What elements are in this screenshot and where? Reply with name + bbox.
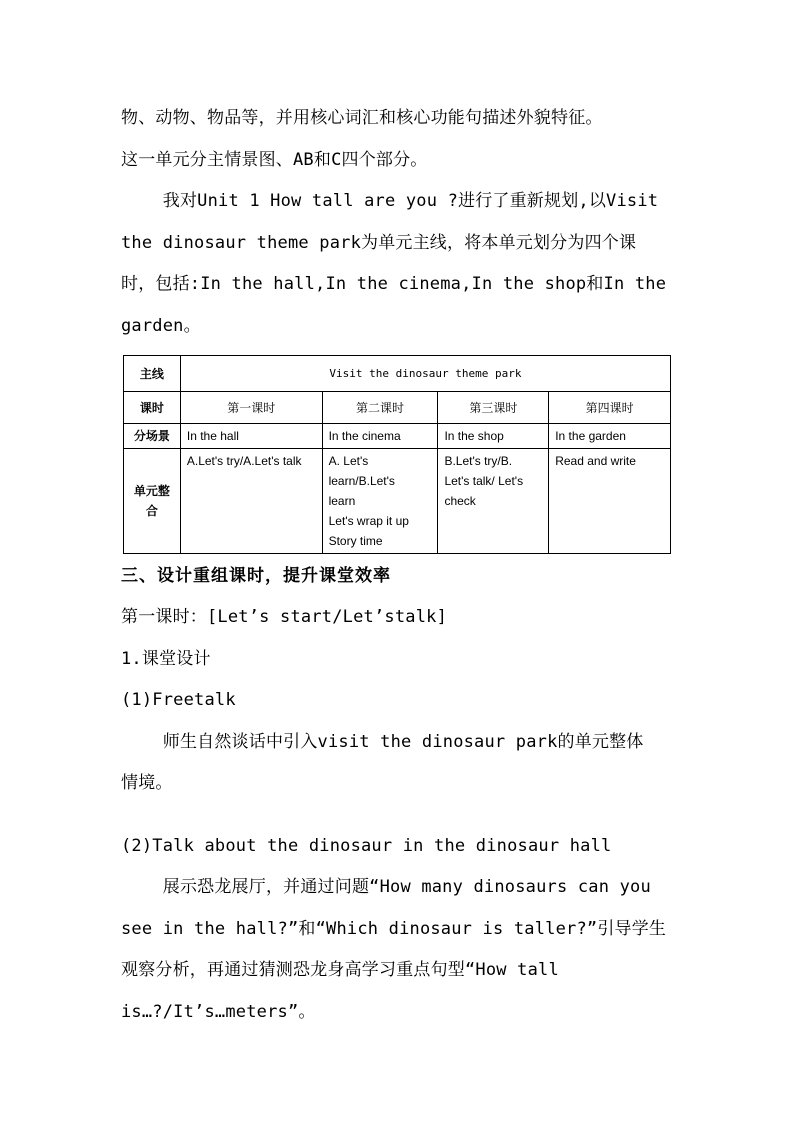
table-cell-lesson-label: 课时 [124, 392, 181, 424]
sub-item: (2)Talk about the dinosaur in the dinosaur hall [121, 836, 612, 856]
table-cell: In the shop [438, 424, 549, 449]
paragraph-line: the dinosaur theme park为单元主线，将本单元划分为四个课 [121, 233, 637, 253]
paragraph-line: 展示恐龙展厅，并通过问题“How many dinosaurs can you [121, 877, 651, 897]
table-cell-mainline-label: 主线 [124, 356, 181, 392]
paragraph-line: 观察分析，再通过猜测恐龙身高学习重点句型“How tall [121, 960, 559, 980]
cell-line: check [444, 494, 476, 508]
table-cell: In the garden [549, 424, 671, 449]
table-cell: 第三课时 [438, 392, 549, 424]
paragraph-line: 师生自然谈话中引入visit the dinosaur park的单元整体 [121, 732, 644, 752]
table-cell: In the cinema [322, 424, 438, 449]
cell-line: Story time [328, 534, 383, 548]
table-row [124, 392, 671, 424]
lesson-title: 第一课时：[Let’s start/Let’stalk] [121, 607, 448, 627]
sub-item: (1)Freetalk [121, 690, 236, 710]
table-cell: In the hall [180, 424, 322, 449]
cell-line: B.Let's try/B. [444, 454, 513, 468]
paragraph-line: 物、动物、物品等，并用核心词汇和核心功能句描述外貌特征。 [121, 108, 603, 128]
table-cell-mainline-value: Visit the dinosaur theme park [180, 356, 670, 392]
lesson-plan-table [123, 355, 671, 554]
table-cell: 第四课时 [549, 392, 671, 424]
paragraph-line: 时，包括:In the hall,In the cinema,In the shop和In the [121, 274, 667, 294]
table-cell: 第一课时 [180, 392, 322, 424]
list-item: 1.课堂设计 [121, 649, 211, 669]
paragraph-line: is…?/It’s…meters”。 [121, 1002, 316, 1022]
paragraph-line: 我对Unit 1 How tall are you ?进行了重新规划,以Visit [121, 191, 659, 211]
table-cell-integration-label [124, 449, 181, 554]
table-row [124, 356, 671, 392]
cell-line: learn [328, 494, 356, 508]
table-cell: 第二课时 [322, 392, 438, 424]
table-cell: Read and write [549, 449, 671, 554]
label-line: 合 [145, 504, 158, 518]
table-cell: A.Let's try/A.Let's talk [180, 449, 322, 554]
paragraph-line: garden。 [121, 316, 201, 336]
label-line: 单元整 [133, 484, 170, 498]
table-cell [438, 449, 549, 554]
paragraph-line: 情境。 [121, 773, 173, 793]
table-row [124, 424, 671, 449]
paragraph-line: see in the hall?”和“Which dinosaur is taller?”引导学生 [121, 919, 667, 939]
paragraph-line: 这一单元分主情景图、AB和C四个部分。 [121, 150, 428, 170]
section-heading: 三、设计重组课时，提升课堂效率 [121, 566, 391, 586]
cell-line: learn/B.Let's [328, 474, 395, 488]
table-cell-scene-label: 分场景 [124, 424, 181, 449]
table-cell [322, 449, 438, 554]
cell-line: A. Let's [328, 454, 369, 468]
cell-line: Let's wrap it up [328, 514, 409, 528]
cell-line: Let's talk/ Let's [444, 474, 524, 488]
table-row [124, 449, 671, 554]
